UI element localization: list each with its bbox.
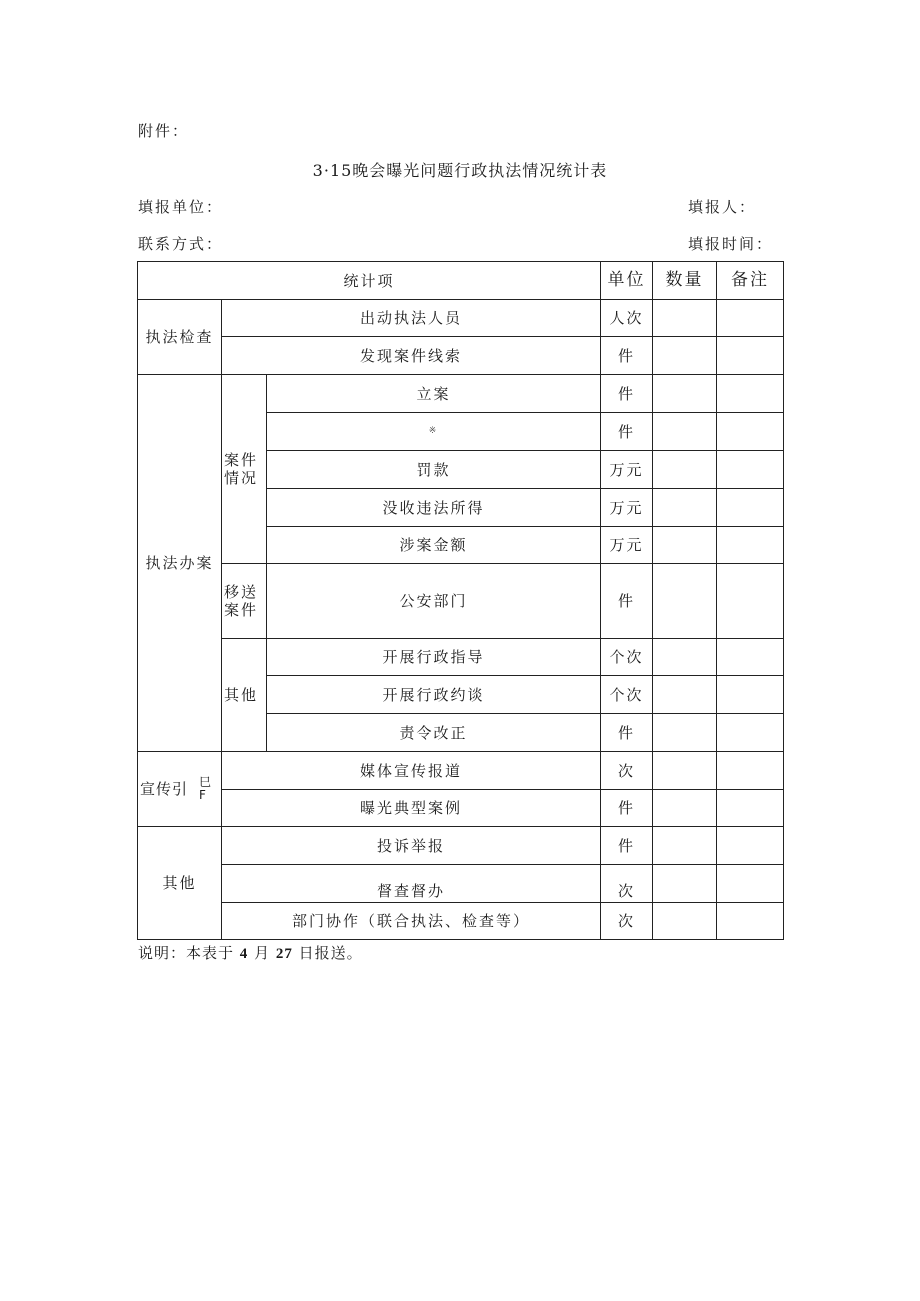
row-unit: 万元 — [601, 527, 653, 564]
attachment-label: 附件： — [138, 122, 190, 140]
table-row — [138, 903, 784, 940]
page-title: 3·15晚会曝光问题行政执法情况统计表 — [312, 161, 608, 180]
statistics-table — [137, 261, 784, 940]
quantity-cell[interactable] — [653, 714, 717, 752]
row-unit: 万元 — [601, 489, 653, 527]
table-row — [138, 865, 784, 903]
quantity-cell[interactable] — [653, 903, 717, 940]
remark-cell[interactable] — [717, 903, 784, 940]
row-label: 投诉举报 — [222, 827, 601, 865]
remark-cell[interactable] — [717, 300, 784, 337]
footnote-mid: 月 — [254, 944, 271, 962]
remark-cell[interactable] — [717, 865, 784, 903]
header-remark: 备注 — [717, 262, 784, 300]
row-unit: 人次 — [601, 300, 653, 337]
quantity-cell[interactable] — [653, 337, 717, 375]
quantity-cell[interactable] — [653, 489, 717, 527]
row-label: 涉案金额 — [267, 527, 601, 564]
row-label: 督查督办 — [222, 865, 601, 903]
header-unit: 单位 — [601, 262, 653, 300]
quantity-cell[interactable] — [653, 527, 717, 564]
quantity-cell[interactable] — [653, 413, 717, 451]
row-unit: 件 — [601, 790, 653, 827]
row-label: 部门协作（联合执法、检查等） — [222, 903, 601, 940]
group-inspection: 执法检查 — [138, 300, 222, 375]
group-case-situation: 案件情况 — [222, 375, 267, 564]
quantity-cell[interactable] — [653, 639, 717, 676]
table-header-row — [138, 262, 784, 300]
remark-cell[interactable] — [717, 676, 784, 714]
remark-cell[interactable] — [717, 827, 784, 865]
remark-cell[interactable] — [717, 489, 784, 527]
row-label: 立案 — [267, 375, 601, 413]
remark-cell[interactable] — [717, 714, 784, 752]
quantity-cell[interactable] — [653, 300, 717, 337]
remark-cell[interactable] — [717, 337, 784, 375]
row-label: 开展行政约谈 — [267, 676, 601, 714]
quantity-cell[interactable] — [653, 865, 717, 903]
group-publicity — [138, 752, 222, 827]
quantity-cell[interactable] — [653, 790, 717, 827]
table-row — [138, 337, 784, 375]
quantity-cell[interactable] — [653, 564, 717, 639]
table-row — [138, 752, 784, 790]
group-other-measures: 其他 — [222, 639, 267, 752]
remark-cell[interactable] — [717, 451, 784, 489]
row-label: 开展行政指导 — [267, 639, 601, 676]
quantity-cell[interactable] — [653, 827, 717, 865]
header-item: 统计项 — [138, 262, 601, 300]
row-label: 罚款 — [267, 451, 601, 489]
reporting-unit-label: 填报单位： — [138, 198, 224, 216]
table-row — [138, 375, 784, 413]
remark-cell[interactable] — [717, 752, 784, 790]
group-other: 其他 — [138, 827, 222, 940]
row-unit: 件 — [601, 714, 653, 752]
table-row — [138, 639, 784, 676]
quantity-cell[interactable] — [653, 375, 717, 413]
header-quantity: 数量 — [653, 262, 717, 300]
quantity-cell[interactable] — [653, 752, 717, 790]
group-handling: 执法办案 — [138, 375, 222, 752]
quantity-cell[interactable] — [653, 676, 717, 714]
row-label: 媒体宣传报道 — [222, 752, 601, 790]
table-row — [138, 300, 784, 337]
group-transfer: 移送案件 — [222, 564, 267, 639]
row-unit: 次 — [601, 752, 653, 790]
row-unit: 件 — [601, 564, 653, 639]
filler-label: 填报人： — [688, 198, 757, 216]
footnote-day: 27 — [275, 946, 293, 962]
row-label: 发现案件线索 — [222, 337, 601, 375]
remark-cell[interactable] — [717, 527, 784, 564]
row-unit: 件 — [601, 827, 653, 865]
contact-label: 联系方式： — [138, 235, 224, 253]
row-unit: 次 — [601, 903, 653, 940]
remark-cell[interactable] — [717, 564, 784, 639]
quantity-cell[interactable] — [653, 451, 717, 489]
row-unit: 件 — [601, 413, 653, 451]
footnote-suffix: 日报送。 — [298, 944, 363, 962]
footnote — [138, 942, 363, 963]
remark-cell[interactable] — [717, 790, 784, 827]
row-label: 责令改正 — [267, 714, 601, 752]
group-publicity-label: 宣传引 — [140, 780, 189, 798]
remark-cell[interactable] — [717, 639, 784, 676]
row-label: 没收违法所得 — [267, 489, 601, 527]
row-label: ※ — [267, 413, 601, 451]
row-unit: 万元 — [601, 451, 653, 489]
table-row — [138, 564, 784, 639]
footnote-prefix: 说明：本表于 — [138, 944, 235, 962]
remark-cell[interactable] — [717, 375, 784, 413]
row-label: 出动执法人员 — [222, 300, 601, 337]
table-row — [138, 827, 784, 865]
row-unit: 个次 — [601, 639, 653, 676]
report-time-label: 填报时间： — [688, 235, 774, 253]
row-unit: 件 — [601, 375, 653, 413]
row-unit: 件 — [601, 337, 653, 375]
remark-cell[interactable] — [717, 413, 784, 451]
row-label: 公安部门 — [267, 564, 601, 639]
footnote-month: 4 — [239, 946, 249, 962]
row-unit: 个次 — [601, 676, 653, 714]
row-unit: 次 — [601, 865, 653, 903]
group-publicity-glyph: 巳 F — [198, 775, 211, 802]
table-row — [138, 790, 784, 827]
row-label: 曝光典型案例 — [222, 790, 601, 827]
